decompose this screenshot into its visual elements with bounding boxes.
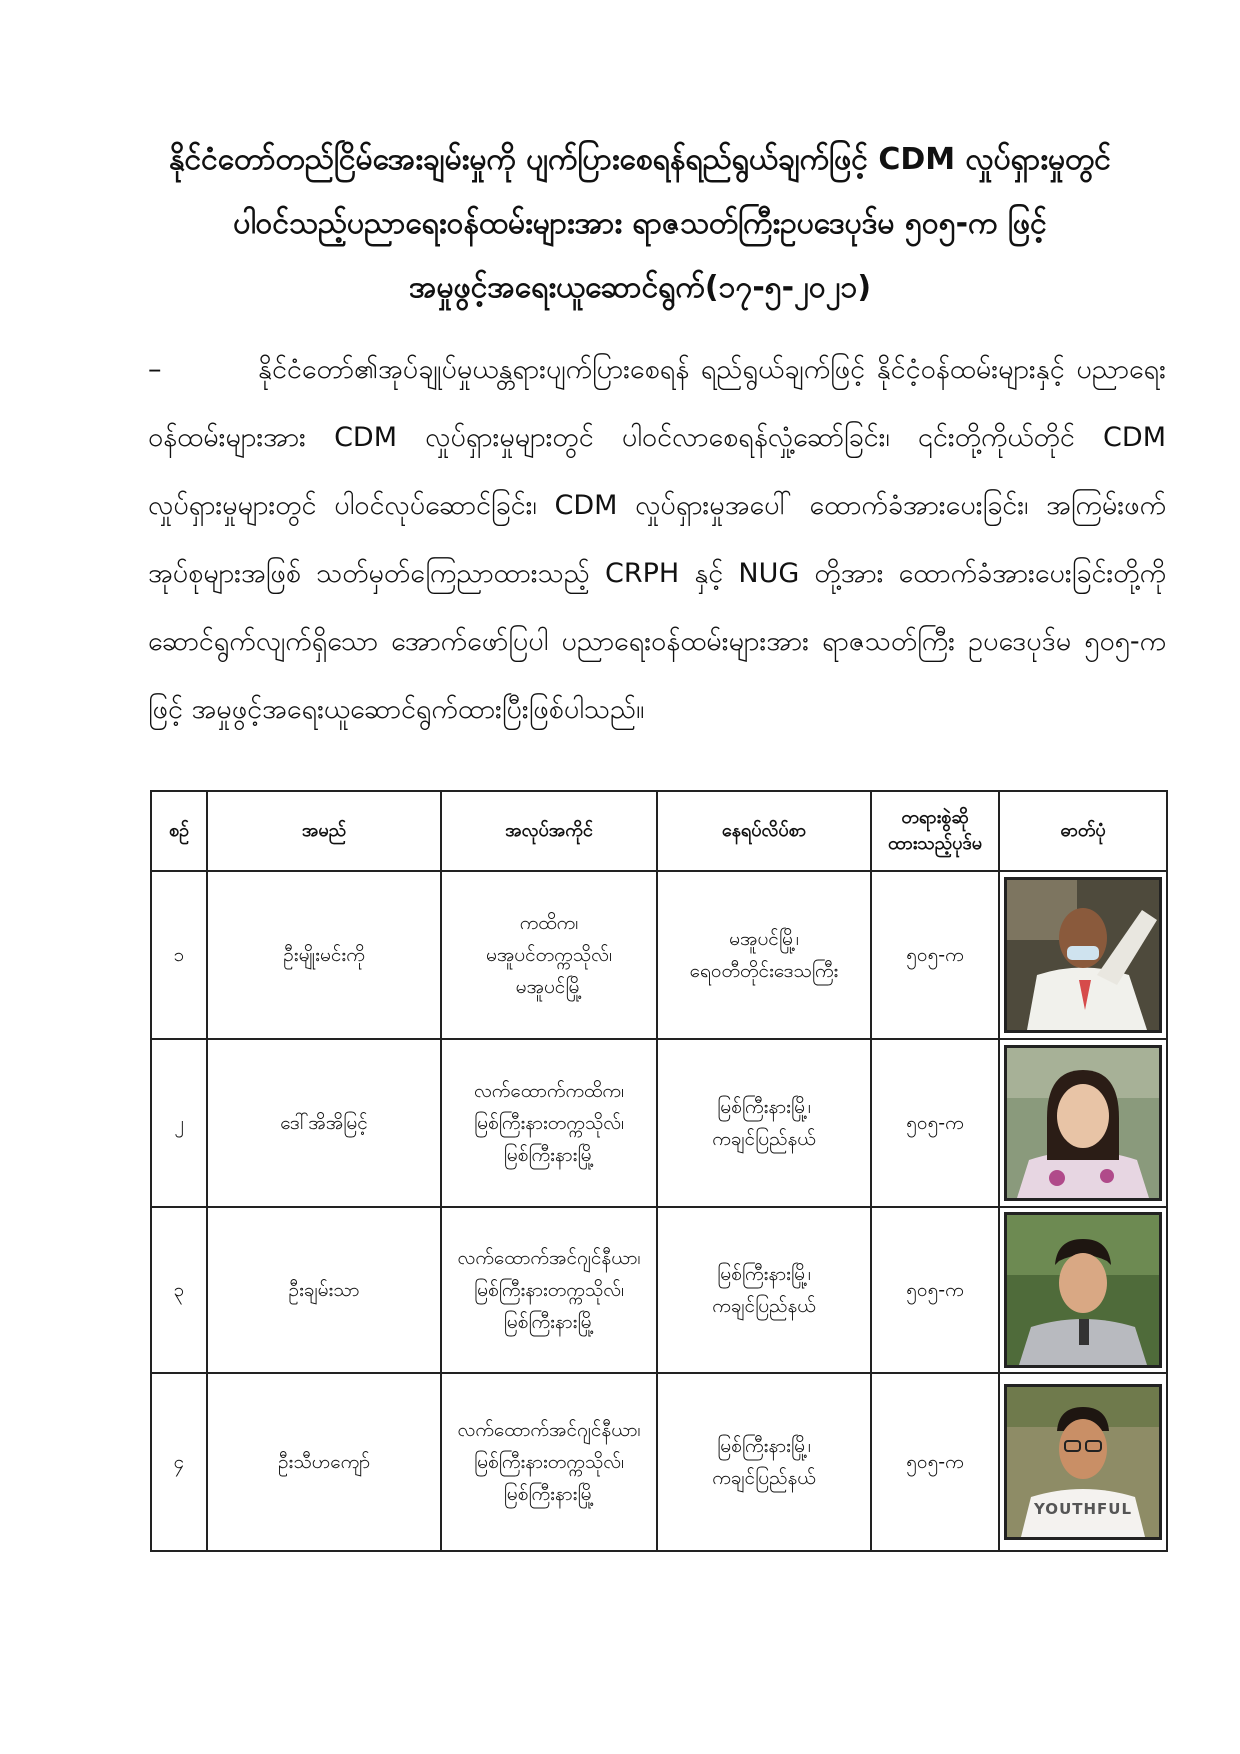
job-line: မြစ်ကြီးနားမြို့ (503, 1483, 595, 1505)
row-no: ၃ (151, 1207, 207, 1373)
title-line-2: ပါဝင်သည့်ပညာရေးဝန်ထမ်းများအား ရာဇသတ်ကြီးဥပဒေပုဒ်မ ၅၀၅-က ဖြင့် (233, 206, 1047, 241)
row-address (657, 1207, 871, 1373)
header-photo: ဓာတ်ပုံ (999, 791, 1167, 871)
row-law: ၅၀၅-က (871, 1207, 999, 1373)
header-name: အမည် (207, 791, 441, 871)
address-line: မြစ်ကြီးနားမြို့၊ (717, 1096, 811, 1118)
job-line: မြစ်ကြီးနားတက္ကသိုလ်၊ (473, 1451, 625, 1473)
address-line: မအူပင်မြို့၊ (729, 928, 799, 950)
header-address: နေရပ်လိပ်စာ (657, 791, 871, 871)
row-law: ၅၀၅-က (871, 1373, 999, 1551)
body-paragraph (148, 336, 1166, 744)
job-line: မအူပင်တက္ကသိုလ်၊ (486, 944, 612, 966)
header-law-line-2: ထားသည့်ပုဒ်မ (887, 833, 983, 854)
row-no: ၄ (151, 1373, 207, 1551)
shirt-text: YOUTHFUL (1033, 1500, 1133, 1518)
portrait-man-glasses-icon (1004, 1384, 1162, 1540)
row-photo-cell (999, 871, 1167, 1039)
row-photo-cell (999, 1373, 1167, 1551)
job-line: ကထိက၊ (519, 912, 579, 934)
address-line: မြစ်ကြီးနားမြို့၊ (717, 1263, 811, 1285)
header-law-line-1: တရားစွဲဆို (901, 807, 969, 828)
header-law (871, 791, 999, 871)
job-line: မြစ်ကြီးနားမြို့ (503, 1144, 595, 1166)
row-address (657, 1373, 871, 1551)
table-header-row (151, 791, 1167, 871)
row-name: ဒေါ်အိအိမြင့် (207, 1039, 441, 1207)
row-photo-cell (999, 1039, 1167, 1207)
job-line: လက်ထောက်ကထိက၊ (473, 1080, 625, 1102)
row-photo-cell (999, 1207, 1167, 1373)
job-line: မြစ်ကြီးနားတက္ကသိုလ်၊ (473, 1279, 625, 1301)
job-line: မြစ်ကြီးနားမြို့ (503, 1311, 595, 1333)
job-line: လက်ထောက်အင်ဂျင်နီယာ၊ (457, 1247, 641, 1269)
row-address (657, 871, 871, 1039)
row-name: ဦးချမ်းသာ (207, 1207, 441, 1373)
job-line: မအူပင်မြို့ (515, 976, 583, 998)
header-no: စဉ် (151, 791, 207, 871)
job-line: လက်ထောက်အင်ဂျင်နီယာ၊ (457, 1419, 641, 1441)
portrait-woman-icon (1004, 1045, 1162, 1201)
job-line: မြစ်ကြီးနားတက္ကသိုလ်၊ (473, 1112, 625, 1134)
title-line-1: နိုင်ငံတော်တည်ငြိမ်အေးချမ်းမှုကို ပျက်ပြားစေရန်ရည်ရွယ်ချက်ဖြင့် CDM လှုပ်ရှားမှုတွင် (169, 142, 1111, 177)
row-name: ဦးသီဟကျော် (207, 1373, 441, 1551)
address-line: ကချင်ပြည်နယ် (712, 1295, 816, 1317)
address-line: ရေဝတီတိုင်းဒေသကြီး (689, 960, 839, 982)
row-law: ၅၀၅-က (871, 871, 999, 1039)
title-line-3: အမှုဖွင့်အရေးယူဆောင်ရွက်(၁၇-၅-၂၀၂၁) (408, 270, 872, 305)
portrait-elderly-man-icon (1004, 877, 1162, 1033)
bullet-dash: – (148, 354, 162, 385)
body-text: နိုင်ငံတော်၏အုပ်ချုပ်မှုယန္တရားပျက်ပြားစေရန် ရည်ရွယ်ချက်ဖြင့် နိုင်ငံ့ဝန်ထမ်းများနှင့် ပညာရေးဝန်ထမ်းများအား CDM လှုပ်ရှားမှုများတွင် ပါဝင်လာစေရန်လှုံ့ဆော်ခြင်း၊ ၎င်းတို့ကိုယ်တိုင် CDM လှုပ်ရှားမှုများတွင် ပါဝင်လုပ်ဆောင်ခြင်း၊ CDM လှုပ်ရှားမှုအပေါ် ထောက်ခံအားပေးခြင်း၊ အကြမ်းဖက်အုပ်စုများအဖြစ် သတ်မှတ်ကြေညာထားသည့် CRPH နှင့် NUG တို့အား ထောက်ခံအားပေးခြင်းတို့ကို ဆောင်ရွက်လျက်ရှိသော အောက်ဖော်ပြပါ ပညာရေးဝန်ထမ်းများအား ရာဇသတ်ကြီး ဥပဒေပုဒ်မ ၅၀၅-က ဖြင့် အမှုဖွင့်အရေးယူဆောင်ရွက်ထားပြီးဖြစ်ပါသည်။ (148, 354, 1166, 725)
table-row (151, 871, 1167, 1039)
address-line: ကချင်ပြည်နယ် (712, 1128, 816, 1150)
row-job (441, 1373, 657, 1551)
row-job (441, 871, 657, 1039)
row-address (657, 1039, 871, 1207)
header-job: အလုပ်အကိုင် (441, 791, 657, 871)
row-name: ဦးမျိုးမင်းကို (207, 871, 441, 1039)
table-row (151, 1039, 1167, 1207)
row-no: ၁ (151, 871, 207, 1039)
portrait-young-man-icon (1004, 1212, 1162, 1368)
address-line: မြစ်ကြီးနားမြို့၊ (717, 1435, 811, 1457)
row-job (441, 1207, 657, 1373)
row-no: ၂ (151, 1039, 207, 1207)
document-title (140, 128, 1140, 320)
row-law: ၅၀၅-က (871, 1039, 999, 1207)
table-row (151, 1373, 1167, 1551)
table-row (151, 1207, 1167, 1373)
row-job (441, 1039, 657, 1207)
address-line: ကချင်ပြည်နယ် (712, 1467, 816, 1489)
defendants-table (150, 790, 1168, 1552)
